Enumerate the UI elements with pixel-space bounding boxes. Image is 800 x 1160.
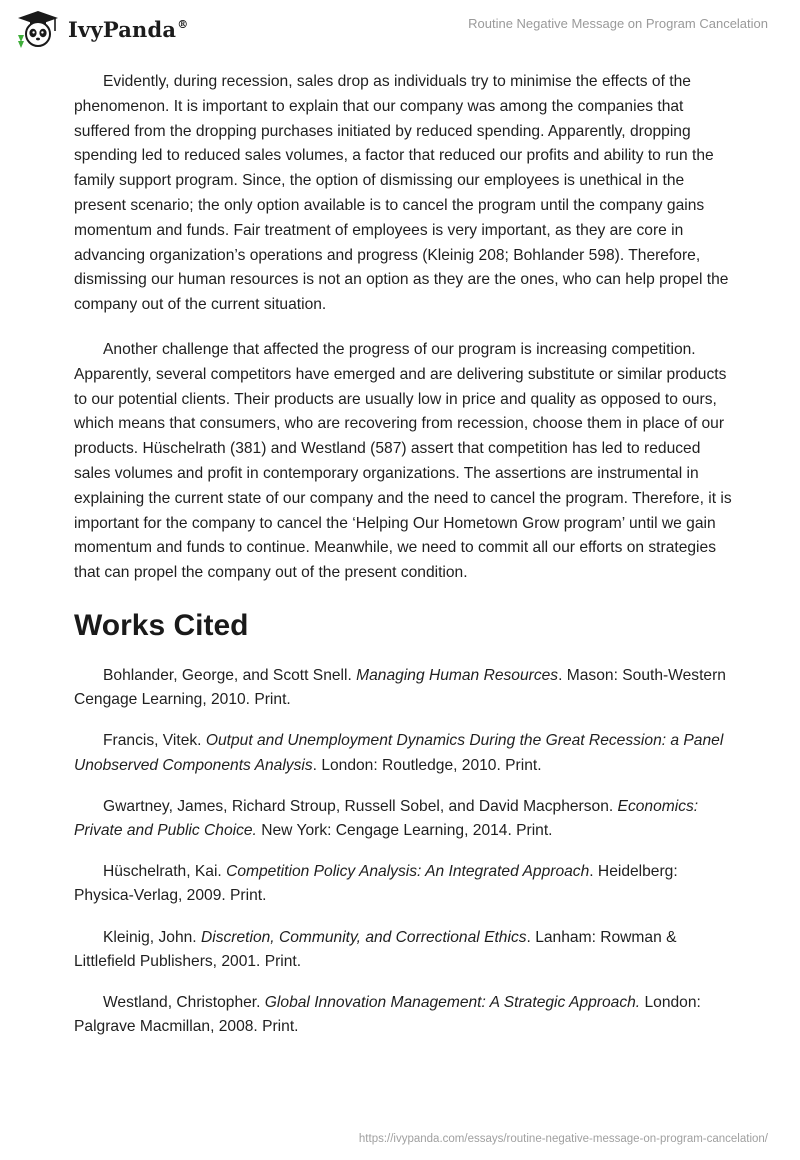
- essay-content: [74, 70, 734, 1056]
- page-header: [0, 0, 800, 60]
- citation-entry: Francis, Vitek. Output and Unemployment Dynamics During the Great Recession: a Panel Unobserved Components Analysis. London: Routledge, 2010. Print.: [74, 732, 724, 774]
- citation-entry: Bohlander, George, and Scott Snell. Managing Human Resources. Mason: South-Western Cengage Learning, 2010. Print.: [74, 666, 726, 709]
- works-cited-heading: Works Cited: [74, 608, 249, 642]
- brand-name: IvyPanda®: [68, 16, 189, 42]
- body-paragraph: Another challenge that affected the progress of our program is increasing competition. Apparently, several competitors have emerged and are delivering substitute or similar products to our potential clients. Their products are usually low in price and quality as opposed to ours, which means that consumers, who are recovering from recession, choose them in place of our products. Hüschelrath (381) and Westland (587) assert that competition has led to reduced sales volumes and profit in contemporary organizations. The assertions are instrumental in explaining the current state of our company and the need to cancel the program. Therefore, it is important for the company to cancel the ‘Helping Our Hometown Grow program’ until we gain momentum and funds to continue. Meanwhile, we need to commit all our efforts on strategies that can propel the company out of the present condition.: [74, 340, 732, 582]
- citation-entry: Westland, Christopher. Global Innovation Management: A Strategic Approach. London: Palgrave Macmillan, 2008. Print.: [74, 993, 701, 1036]
- panda-icon: [14, 9, 62, 49]
- source-url[interactable]: https://ivypanda.com/essays/routine-negative-message-on-program-cancelation/: [358, 1133, 768, 1145]
- document-title: Routine Negative Message on Program Cancelation: [468, 16, 768, 31]
- citation-entry: Hüschelrath, Kai. Competition Policy Analysis: An Integrated Approach. Heidelberg: Physica-Verlag, 2009. Print.: [74, 863, 678, 905]
- citation-entry: Kleinig, John. Discretion, Community, and Correctional Ethics. Lanham: Rowman & Littlefield Publishers, 2001. Print.: [74, 928, 677, 970]
- ivypanda-logo[interactable]: [14, 9, 188, 49]
- citation-entry: Gwartney, James, Richard Stroup, Russell Sobel, and David Macpherson. Economics: Private and Public Choice. New York: Cengage Learning, 2014. Print.: [74, 797, 699, 839]
- body-paragraph: Evidently, during recession, sales drop as individuals try to minimise the effects of the phenomenon. It is important to explain that our company was among the companies that suffered from the dropping purchases initiated by reduced spending. Apparently, dropping spending led to reduced sales volumes, a factor that reduced our profits and ability to run the family support program. Since, the option of dismissing our employees is unethical in the present scenario; the only option available is to cancel the program until the company gains momentum and funds. Fair treatment of employees is very important, as they are core in advancing organization’s operations and progress (Kleinig 208; Bohlander 598). Therefore, dismissing our human resources is not an option as they are the ones, who can help propel the company out of the current situation.: [74, 73, 729, 314]
